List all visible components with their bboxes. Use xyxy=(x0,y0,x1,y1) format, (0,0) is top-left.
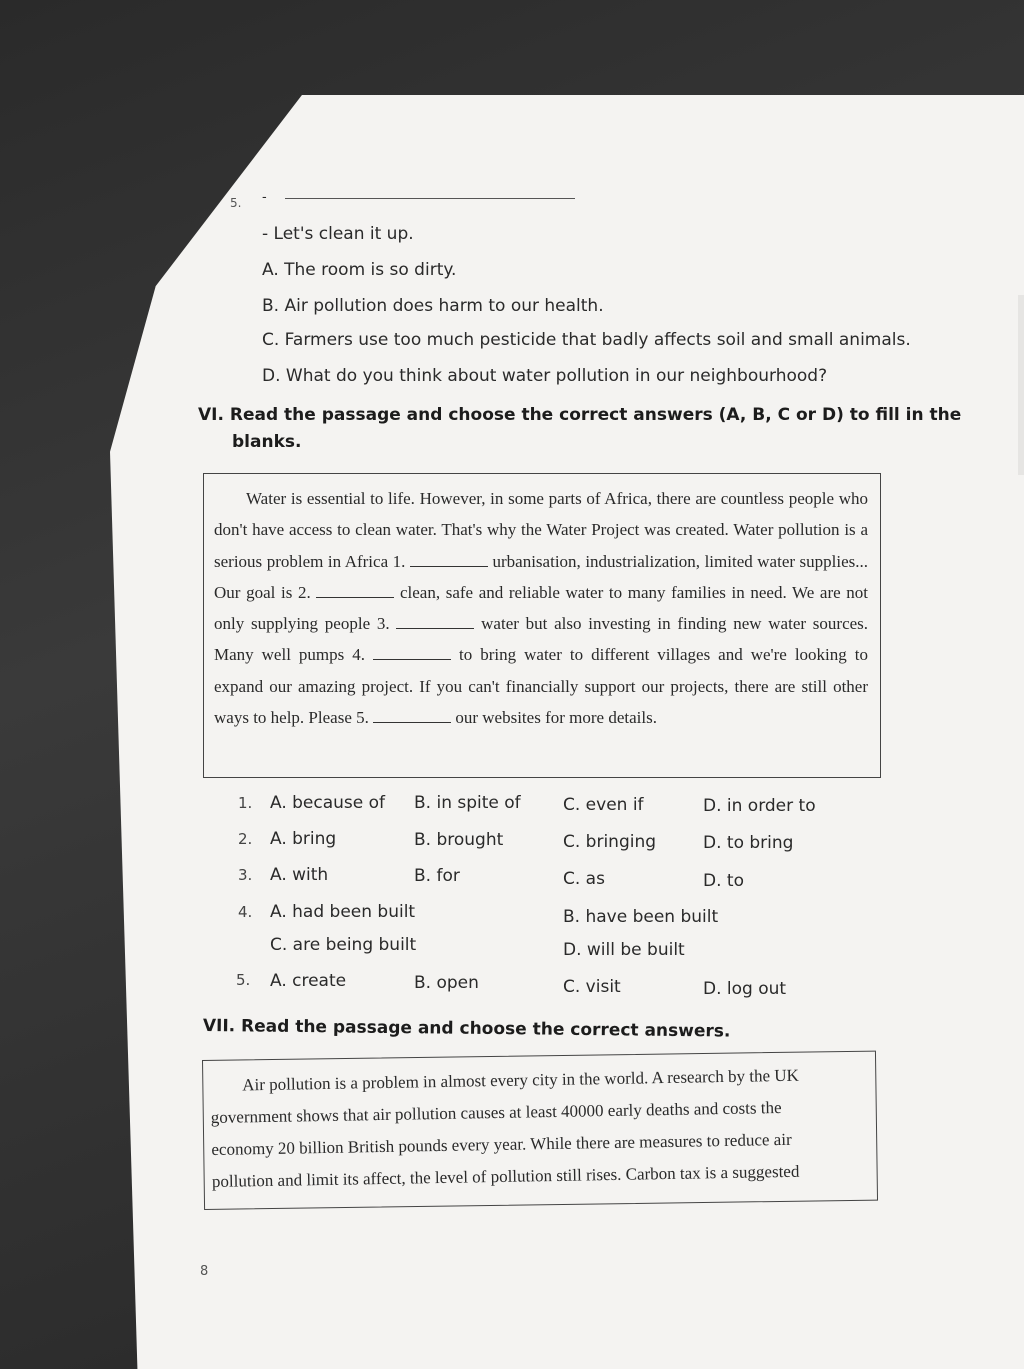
passage-part-2: urbanisation, industrialization, limited water supplies... Our goal is 2. xyxy=(214,551,869,602)
answer-number: 2. xyxy=(238,830,253,848)
passage-2-text xyxy=(210,1058,874,1198)
answer-3-b: B. for xyxy=(414,866,460,886)
answer-1-a: A. because of xyxy=(270,793,386,813)
question-number: 5. xyxy=(230,196,242,210)
page-number: 8 xyxy=(200,1264,209,1279)
answer-blank-line xyxy=(285,198,575,199)
answer-2-c: C. bringing xyxy=(563,832,657,852)
answer-4-a: A. had been built xyxy=(270,902,416,922)
answer-5-b: B. open xyxy=(414,973,479,993)
answer-3-d: D. to xyxy=(703,871,744,891)
reply-line: - Let's clean it up. xyxy=(262,224,414,244)
blank-2 xyxy=(316,585,394,598)
passage-2-line: Air pollution is a problem in almost every city in the world. A research by the UK xyxy=(242,1065,799,1095)
section-6-heading: VI. Read the passage and choose the correct answers (A, B, C or D) to fill in the xyxy=(198,405,962,425)
page-edge xyxy=(1018,295,1024,475)
blank-3 xyxy=(396,616,474,629)
option-d: D. What do you think about water pollution in our neighbourhood? xyxy=(262,366,828,386)
question-dash: - xyxy=(262,190,267,205)
answer-2-d: D. to bring xyxy=(703,833,794,853)
passage-part-1: Water is essential to life. However, in some parts of Africa, there are countless people who don't have access to clean water. That's why the Water Project was created. Water pollution is a serious problem in Africa 1. xyxy=(214,489,868,571)
blank-1 xyxy=(410,554,488,567)
answer-number: 5. xyxy=(236,971,251,989)
answer-number: 3. xyxy=(238,866,253,884)
blank-4 xyxy=(373,647,451,660)
answer-3-a: A. with xyxy=(270,865,329,885)
section-7-heading: VII. Read the passage and choose the correct answers. xyxy=(202,1016,731,1042)
answer-5-d: D. log out xyxy=(703,979,787,999)
answer-5-c: C. visit xyxy=(563,977,621,997)
passage-2-line: government shows that air pollution causes at least 40000 early deaths and costs the xyxy=(210,1098,782,1127)
option-a: A. The room is so dirty. xyxy=(262,260,457,280)
answer-number: 4. xyxy=(238,903,253,921)
passage-part-4: water but also investing in finding new water sources. Many well pumps 4. xyxy=(214,614,869,665)
answer-5-a: A. create xyxy=(270,971,347,991)
passage-2-line: pollution and limit its affect, the level of pollution still rises. Carbon tax is a suggested xyxy=(211,1161,800,1191)
answer-4-c: C. are being built xyxy=(270,935,417,955)
option-b: B. Air pollution does harm to our health. xyxy=(262,296,604,316)
passage-part-5: to bring water to different villages and we're looking to expand our amazing project. If you can't financially support our projects, there are still other ways to help. Please 5. xyxy=(214,645,868,728)
answer-number: 1. xyxy=(238,794,253,812)
answer-3-c: C. as xyxy=(563,869,605,889)
answer-2-b: B. brought xyxy=(414,830,504,850)
answer-1-c: C. even if xyxy=(563,795,644,815)
option-c: C. Farmers use too much pesticide that badly affects soil and small animals. xyxy=(262,330,911,350)
answer-4-b: B. have been built xyxy=(563,907,719,927)
answer-1-d: D. in order to xyxy=(703,796,816,816)
passage-part-6: our websites for more details. xyxy=(455,708,657,728)
passage-text xyxy=(214,483,868,733)
answer-1-b: B. in spite of xyxy=(414,793,521,813)
section-6-heading-cont: blanks. xyxy=(232,432,302,452)
answer-4-d: D. will be built xyxy=(563,940,685,960)
passage-part-3: clean, safe and reliable water to many families in need. We are not only supplying people 3. xyxy=(214,582,869,634)
blank-5 xyxy=(373,710,451,723)
passage-2-line: economy 20 billion British pounds every year. While there are measures to reduce air xyxy=(211,1129,792,1159)
answer-2-a: A. bring xyxy=(270,829,337,849)
